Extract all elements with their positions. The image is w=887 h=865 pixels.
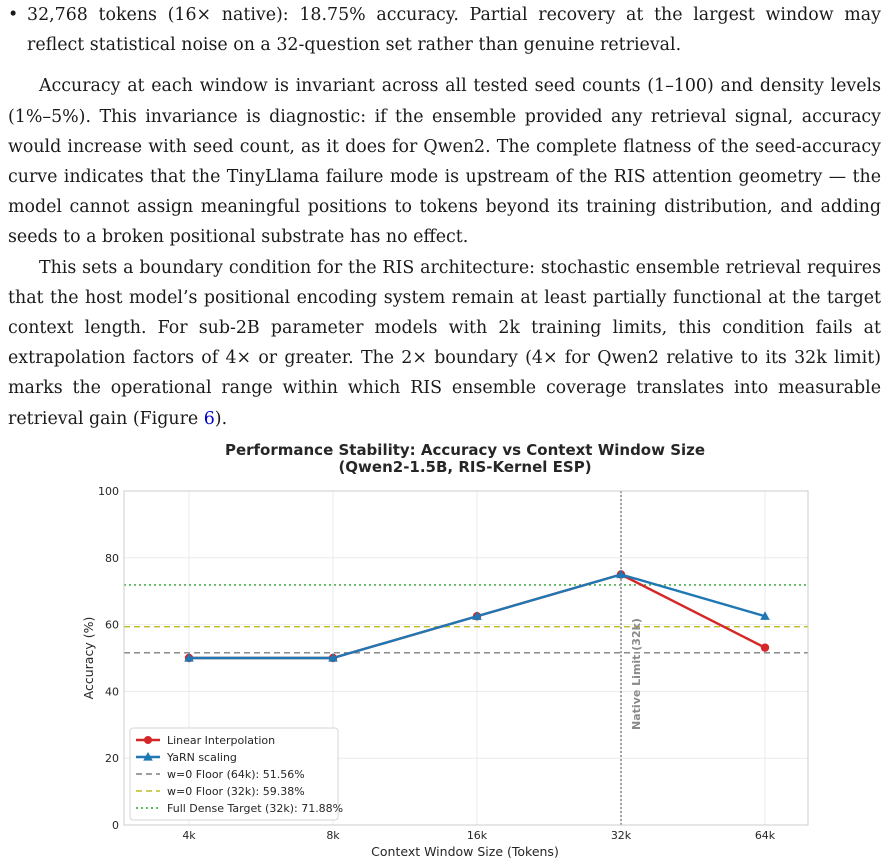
legend	[130, 728, 343, 820]
native-limit-label: Native Limit (32k)	[630, 618, 643, 730]
bullet-text: 32,768 tokens (16× native): 18.75% accuracy. Partial recovery at the largest window may reflect statistical noise on a 32-question set rather than genuine retrieval.	[27, 5, 881, 56]
x-axis-label: Context Window Size (Tokens)	[371, 844, 559, 859]
x-tick-label: 4k	[182, 829, 196, 842]
body-text	[8, 0, 881, 434]
paragraph-boundary-text: This sets a boundary condition for the RIS architecture: stochastic ensemble retrieval requires that the host model’s positional encoding system remain at least partially functional at the target context length. For sub-2B parameter models with 2k training limits, this condition fails at extrapolation factors of 4× or greater. The 2× boundary (4× for Qwen2 relative to its 32k limit) marks the operational range within which RIS ensemble coverage translates into measurable retrieval gain (Figure	[8, 257, 881, 429]
data-point	[761, 643, 769, 651]
x-tick-label: 8k	[326, 829, 340, 842]
accuracy-context-chart	[0, 430, 887, 865]
legend-label: w=0 Floor (64k): 51.56%	[167, 768, 305, 781]
legend-label: w=0 Floor (32k): 59.38%	[167, 785, 305, 798]
x-tick-label: 32k	[610, 829, 632, 842]
figure-reference-link[interactable]: 6	[203, 408, 215, 429]
x-tick-label: 16k	[466, 829, 488, 842]
y-tick-label: 100	[98, 485, 119, 498]
y-tick-label: 20	[105, 752, 119, 766]
y-axis-label: Accuracy (%)	[81, 616, 96, 700]
legend-marker	[144, 736, 152, 744]
x-tick-label: 64k	[754, 829, 776, 842]
bullet-item	[8, 0, 881, 60]
chart-title: Performance Stability: Accuracy vs Context Window Size	[224, 441, 706, 459]
y-tick-label: 60	[105, 618, 119, 632]
y-tick-label: 40	[105, 685, 119, 699]
legend-label: Linear Interpolation	[167, 734, 276, 747]
y-tick-label: 0	[112, 819, 119, 832]
chart-subtitle: (Qwen2-1.5B, RIS-Kernel ESP)	[338, 458, 592, 476]
y-tick-label: 80	[105, 551, 119, 565]
paragraph-boundary-tail: ).	[214, 408, 228, 429]
paragraph-boundary	[8, 253, 881, 434]
legend-label: Full Dense Target (32k): 71.88%	[167, 802, 344, 815]
bullet-marker: •	[8, 5, 19, 25]
paragraph-invariance: Accuracy at each window is invariant across all tested seed counts (1–100) and density levels (1%–5%). This invariance is diagnostic: if the ensemble provided any retrieval signal, accuracy would increase with seed count, as it does for Qwen2. The complete flatness of the seed-accuracy curve indicates that the TinyLlama failure mode is upstream of the RIS attention geometry — the model cannot assign meaningful positions to tokens beyond its training distribution, and adding seeds to a broken positional substrate has no effect.	[8, 76, 881, 248]
legend-label: YaRN scaling	[167, 751, 237, 764]
